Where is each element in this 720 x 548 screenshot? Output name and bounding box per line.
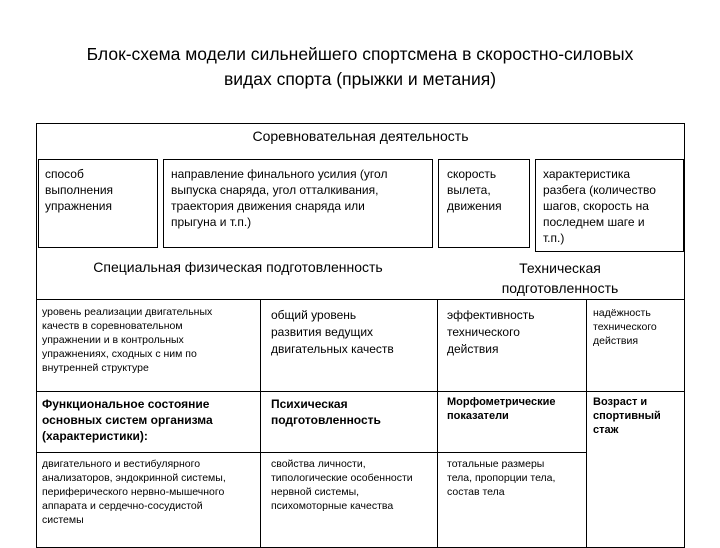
text-line: технического bbox=[447, 325, 520, 339]
grid-top-line bbox=[36, 299, 685, 300]
cell-execution-method bbox=[38, 159, 158, 248]
text-line: нервной системы, bbox=[271, 486, 360, 498]
text-line: упражнении и в контрольных bbox=[42, 334, 184, 346]
technical-preparedness-header bbox=[470, 258, 650, 298]
title-line-2: видах спорта (прыжки и метания) bbox=[223, 69, 497, 89]
cell-technical-reliability bbox=[593, 306, 657, 348]
title-line-1: Блок-схема модели сильнейшего спортсмена в скоростно-силовых bbox=[86, 44, 634, 64]
text-line: движения bbox=[447, 199, 502, 213]
text-line: способ bbox=[45, 167, 84, 181]
text-line: выполнения bbox=[45, 183, 114, 197]
text-line: Морфометрические bbox=[447, 396, 556, 408]
text-line: системы bbox=[42, 514, 84, 526]
text-line: спортивный bbox=[593, 410, 661, 422]
text-line: аппарата и сердечно-сосудистой bbox=[42, 500, 203, 512]
text-line: Функциональное состояние bbox=[42, 397, 210, 411]
text-line: двигательных качеств bbox=[271, 342, 394, 356]
text-line: периферического нервно-мышечного bbox=[42, 486, 225, 498]
text-line: прыгуна и т.п.) bbox=[171, 215, 252, 229]
text-line: последнем шаге и bbox=[543, 215, 645, 229]
text-line: уровень реализации двигательных bbox=[42, 306, 213, 318]
text-line: т.п.) bbox=[543, 231, 565, 245]
text-line: показатели bbox=[447, 410, 509, 422]
text-line: упражнения bbox=[45, 199, 113, 213]
diagram-title bbox=[0, 42, 720, 92]
text-line: внутренней структуре bbox=[42, 362, 149, 374]
text-line: подготовленность bbox=[501, 280, 619, 296]
text-line: общий уровень bbox=[271, 308, 357, 322]
text-line: (характеристики): bbox=[42, 429, 148, 443]
text-line: эффективность bbox=[447, 308, 535, 322]
cell-functional-state bbox=[42, 396, 213, 444]
text-line: направление финального усилия (угол bbox=[171, 167, 388, 181]
text-line: подготовленность bbox=[271, 413, 381, 427]
cell-general-development-level bbox=[271, 307, 394, 358]
text-line: вылета, bbox=[447, 183, 491, 197]
cell-technical-efficiency bbox=[447, 307, 535, 358]
text-line: выпуска снаряда, угол отталкивания, bbox=[171, 183, 379, 197]
text-line: основных систем организма bbox=[42, 413, 213, 427]
grid-col1-line bbox=[260, 299, 261, 548]
text-line: технического bbox=[593, 321, 657, 333]
text-line: качеств в соревновательном bbox=[42, 320, 183, 332]
grid-col3-line bbox=[586, 299, 587, 548]
cell-body-systems bbox=[42, 457, 226, 527]
physical-preparedness-header: Специальная физическая подготовленность bbox=[93, 259, 383, 275]
grid-row2-bottom-line bbox=[36, 452, 586, 453]
cell-personality-traits bbox=[271, 457, 413, 513]
cell-motor-qualities-realization bbox=[42, 305, 212, 375]
cell-morphometric-indicators bbox=[447, 395, 556, 423]
text-line: типологические особенности bbox=[271, 472, 413, 484]
cell-mental-preparedness bbox=[271, 396, 381, 428]
text-line: анализаторов, эндокринной системы, bbox=[42, 472, 226, 484]
text-line: надёжность bbox=[593, 307, 651, 319]
text-line: свойства личности, bbox=[271, 458, 366, 470]
cell-body-dimensions bbox=[447, 457, 555, 499]
text-line: состав тела bbox=[447, 486, 505, 498]
text-line: скорость bbox=[447, 167, 497, 181]
cell-run-up-characteristics bbox=[535, 159, 684, 252]
text-line: действия bbox=[593, 335, 639, 347]
cell-departure-speed bbox=[438, 159, 530, 248]
text-line: тотальные размеры bbox=[447, 458, 545, 470]
text-line: траектория движения снаряда или bbox=[171, 199, 365, 213]
text-line: тела, пропорции тела, bbox=[447, 472, 556, 484]
text-line: Техническая bbox=[519, 260, 601, 276]
text-line: разбега (количество bbox=[543, 183, 656, 197]
text-line: стаж bbox=[593, 424, 619, 436]
text-line: двигательного и вестибулярного bbox=[42, 458, 201, 470]
competitive-activity-header: Соревновательная деятельность bbox=[252, 128, 469, 144]
text-line: развития ведущих bbox=[271, 325, 374, 339]
grid-row1-bottom-line bbox=[36, 391, 685, 392]
text-line: характеристика bbox=[543, 167, 631, 181]
text-line: Возраст и bbox=[593, 396, 648, 408]
text-line: упражнениях, сходных с ним по bbox=[42, 348, 197, 360]
text-line: Психическая bbox=[271, 397, 348, 411]
text-line: действия bbox=[447, 342, 499, 356]
cell-age-and-experience bbox=[593, 395, 661, 437]
text-line: шагов, скорость на bbox=[543, 199, 649, 213]
grid-col2-line bbox=[437, 299, 438, 548]
text-line: психомоторные качества bbox=[271, 500, 394, 512]
cell-final-effort-direction bbox=[163, 159, 433, 248]
